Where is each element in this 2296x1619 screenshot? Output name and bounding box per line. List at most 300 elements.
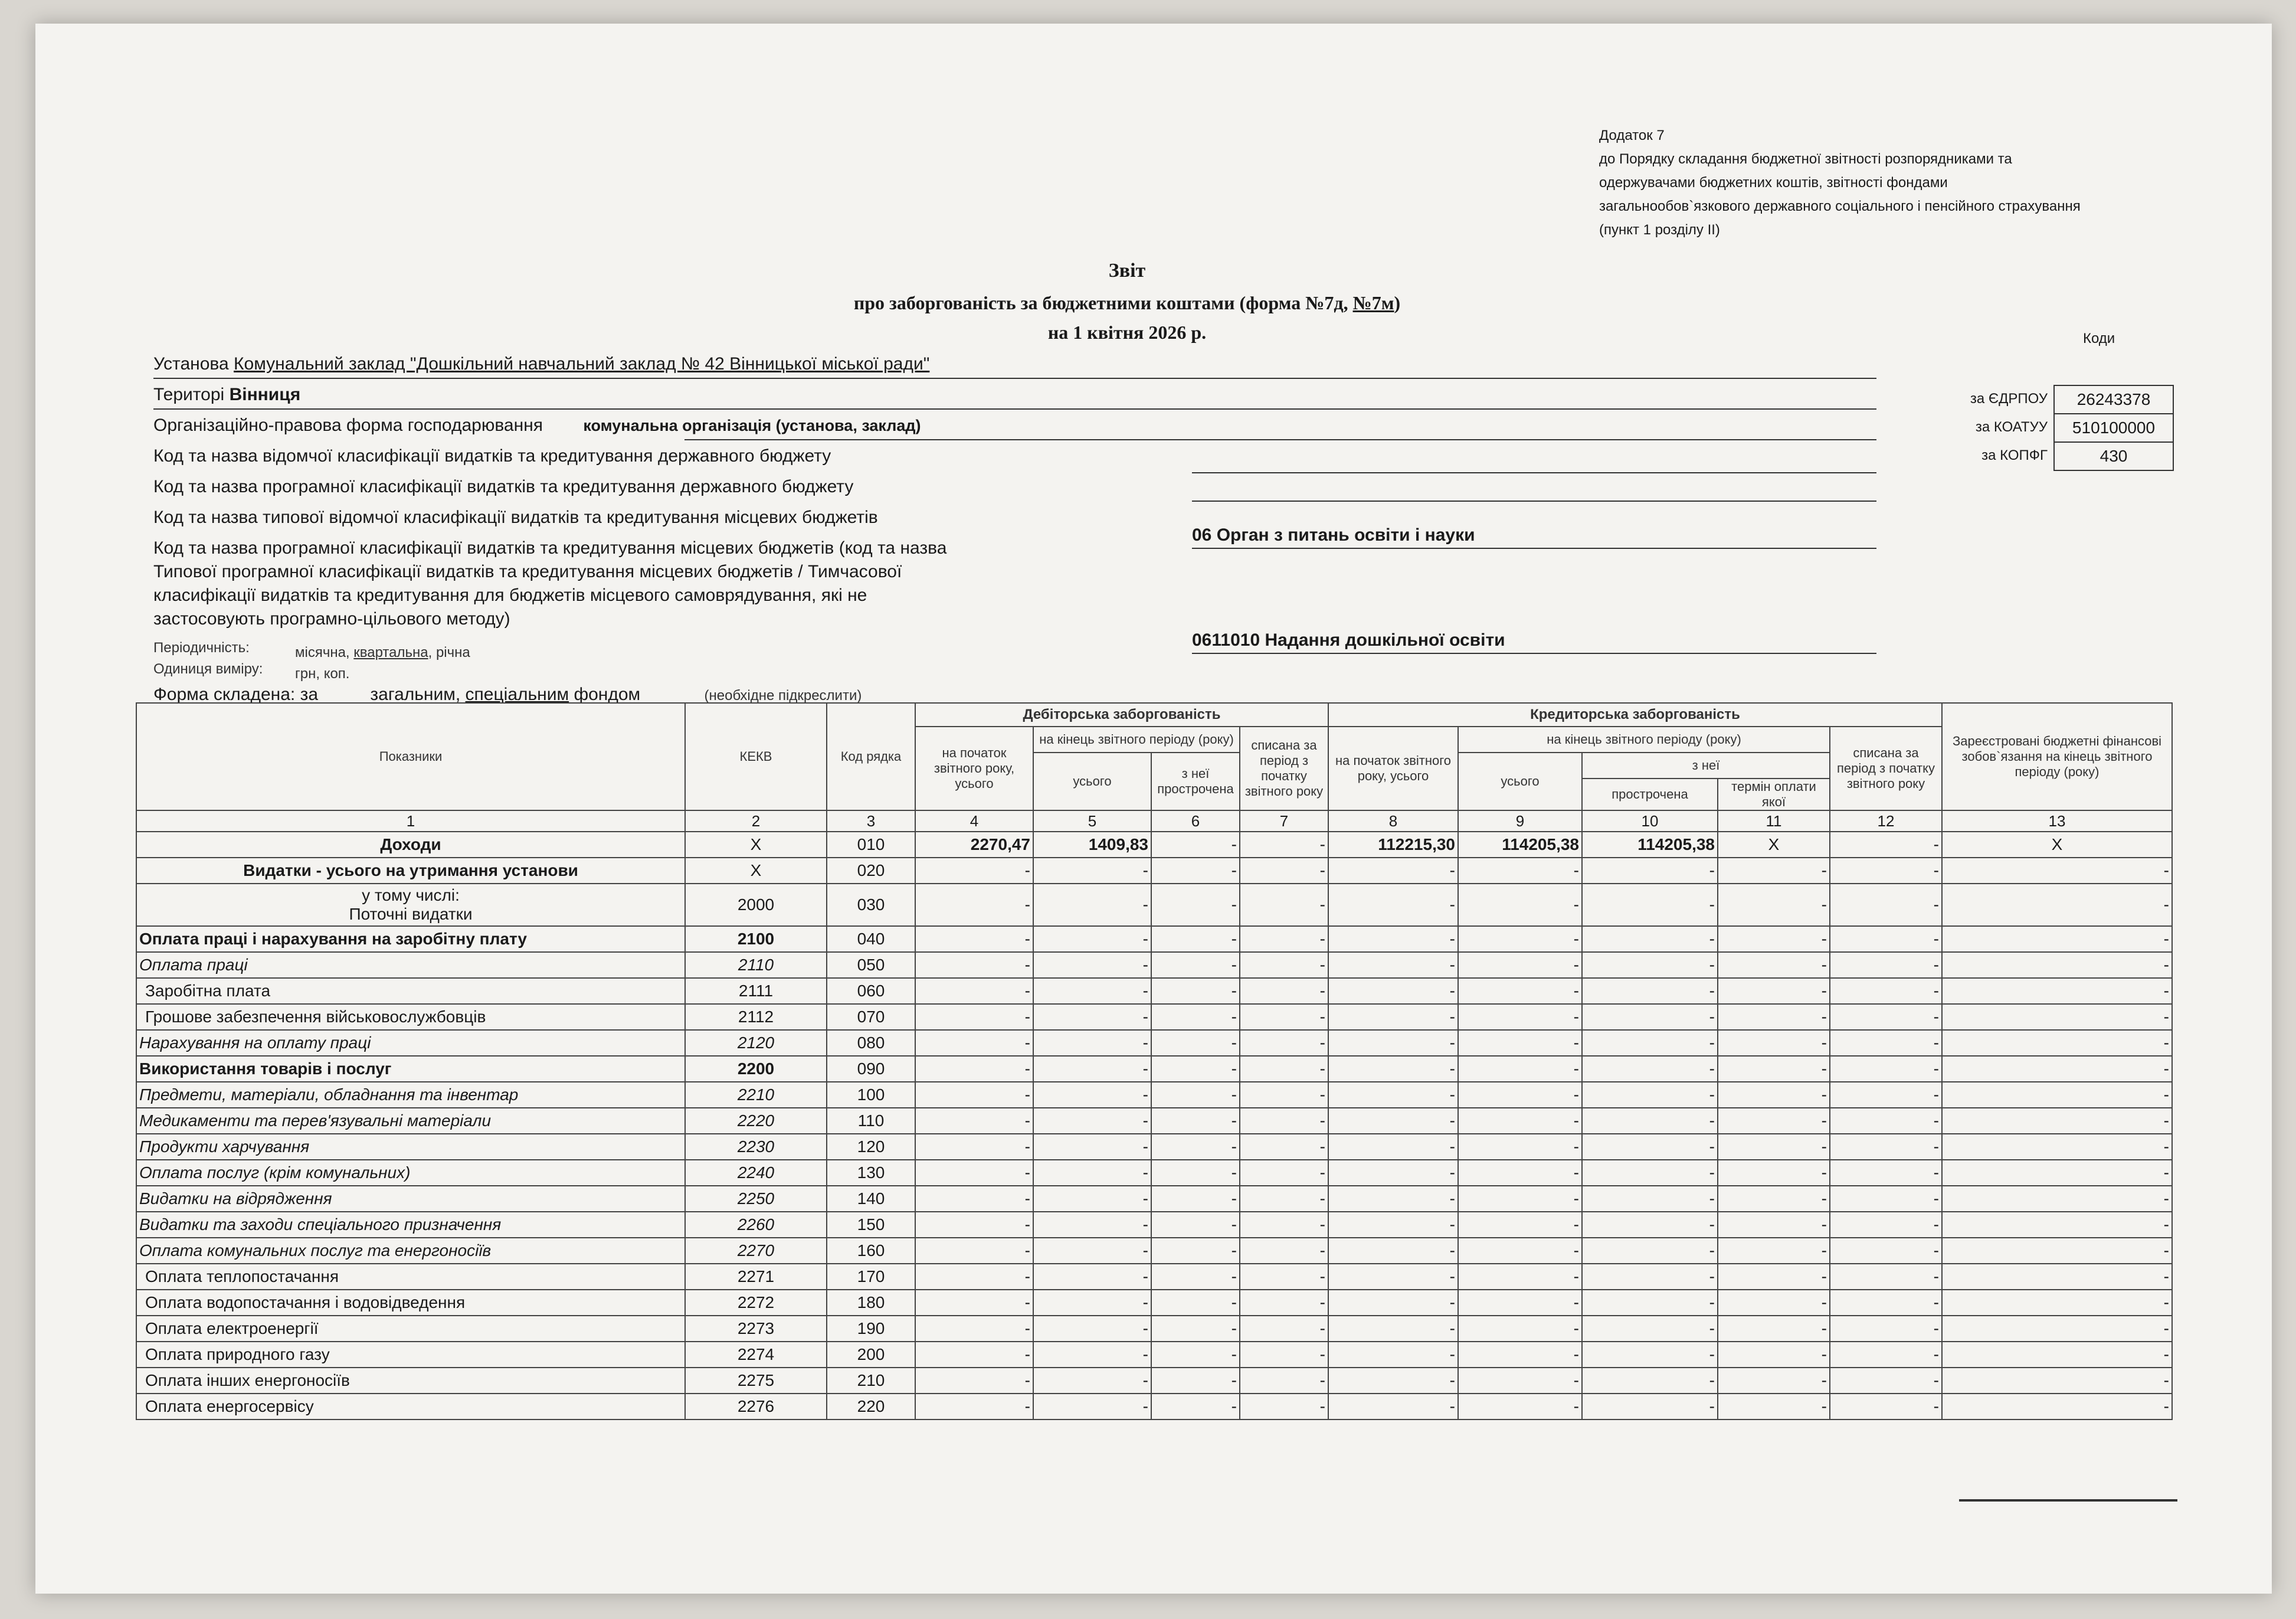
row-code: 150 [827, 1212, 915, 1238]
periodicity-b: квартальна [353, 645, 428, 660]
code-value-edrpou: 26243378 [2053, 385, 2174, 414]
row-value: - [1830, 1160, 1942, 1186]
row-value: - [1328, 1290, 1458, 1316]
hdr-credit-written-off: списана за період з початку звітного року [1830, 727, 1942, 810]
row-value: - [1458, 1082, 1582, 1108]
row-value: - [1151, 884, 1240, 926]
row-value: - [1458, 1212, 1582, 1238]
row-value: - [1718, 1368, 1830, 1394]
row-value: - [1033, 858, 1151, 884]
row-value: - [1328, 1394, 1458, 1420]
line-code-3: Код та назва типової відомчої класифікації видатків та кредитування місцевих бюджетів [153, 508, 878, 527]
row-value: - [1830, 1342, 1942, 1368]
row-value: - [1458, 1030, 1582, 1056]
row-value: - [1718, 1212, 1830, 1238]
appendix-line-1: Додаток 7 [1599, 127, 1665, 143]
row-value: - [915, 1212, 1033, 1238]
row-value: - [1033, 1186, 1151, 1212]
row-value: - [1458, 1316, 1582, 1342]
row-value: - [1033, 1108, 1151, 1134]
row-value: - [1033, 978, 1151, 1004]
row-kekv: 2240 [685, 1160, 827, 1186]
column-number: 1 [136, 810, 685, 832]
table-row [136, 952, 2172, 978]
row-value: - [1718, 1082, 1830, 1108]
row-value: - [1328, 1342, 1458, 1368]
row-value: - [1458, 884, 1582, 926]
table-row [136, 884, 2172, 926]
row-value: - [1942, 952, 2172, 978]
row-value: - [1942, 1212, 2172, 1238]
report-subtitle [714, 292, 1540, 314]
row-value: - [1830, 832, 1942, 858]
form-basis-row [153, 685, 862, 705]
row-code: 070 [827, 1004, 915, 1030]
line-code-4a: Код та назва програмної класифікації видатків та кредитування місцевих бюджетів (код та назва [153, 538, 947, 558]
subtitle-text: про заборгованість за бюджетними коштами [853, 292, 1235, 313]
row-value: Х [1718, 832, 1830, 858]
row-code: 210 [827, 1368, 915, 1394]
ownership-row [153, 416, 921, 436]
row-value: - [1033, 1004, 1151, 1030]
table-row [136, 1394, 2172, 1420]
table-row [136, 1342, 2172, 1368]
row-value: - [1582, 1212, 1718, 1238]
form-b: №7м [1352, 292, 1394, 313]
row-code: 220 [827, 1394, 915, 1420]
row-name: Продукти харчування [136, 1134, 685, 1160]
row-value: - [1151, 1394, 1240, 1420]
row-code: 060 [827, 978, 915, 1004]
row-value: - [1582, 1290, 1718, 1316]
row-value: - [1718, 952, 1830, 978]
row-value: - [1240, 1160, 1328, 1186]
line-code-2: Код та назва програмної класифікації видатків та кредитування державного бюджету [153, 477, 854, 496]
row-value: - [1240, 1134, 1328, 1160]
row-value: - [1328, 1316, 1458, 1342]
row-code: 190 [827, 1316, 915, 1342]
column-number: 3 [827, 810, 915, 832]
row-kekv: 2200 [685, 1056, 827, 1082]
row-code: 020 [827, 858, 915, 884]
row-name: Предмети, матеріали, обладнання та інвентар [136, 1082, 685, 1108]
form-c: фондом [574, 685, 641, 704]
row-value: - [1458, 1004, 1582, 1030]
territory-row [153, 385, 300, 405]
organ-value: 06 Орган з питань освіти і науки [1192, 525, 1475, 545]
line-code-4d: застосовують програмно-цільового методу) [153, 609, 510, 629]
row-code: 140 [827, 1186, 915, 1212]
row-value: - [1830, 884, 1942, 926]
periodicity-c: , річна [428, 645, 470, 660]
column-number: 10 [1582, 810, 1718, 832]
row-value: - [1458, 1368, 1582, 1394]
row-value: - [1830, 1056, 1942, 1082]
row-value: - [1942, 1394, 2172, 1420]
table-row [136, 1290, 2172, 1316]
row-value: - [1033, 1264, 1151, 1290]
column-number: 13 [1942, 810, 2172, 832]
row-value: - [1240, 832, 1328, 858]
row-kekv: 2273 [685, 1316, 827, 1342]
row-value: - [1151, 1238, 1240, 1264]
code-label-kopfg: за КОПФГ [1981, 447, 2048, 463]
rule [1192, 472, 1876, 473]
row-value: - [1942, 1134, 2172, 1160]
row-kekv: 2230 [685, 1134, 827, 1160]
appendix-note [1599, 124, 2189, 242]
row-value: - [1830, 978, 1942, 1004]
hdr-debit-overdue: з неї прострочена [1151, 753, 1240, 810]
row-value: - [1328, 1264, 1458, 1290]
row-value: - [1033, 1238, 1151, 1264]
row-kekv: 2271 [685, 1264, 827, 1290]
row-kekv: 2270 [685, 1238, 827, 1264]
hdr-credit-due: термін оплати якої [1718, 779, 1830, 810]
row-value: - [1718, 1056, 1830, 1082]
rule [1192, 501, 1876, 502]
row-value: - [1033, 1342, 1151, 1368]
row-name: Оплата електроенергії [136, 1316, 685, 1342]
row-value: - [1151, 1290, 1240, 1316]
row-value: - [1458, 1264, 1582, 1290]
row-value: - [1240, 1030, 1328, 1056]
row-code: 200 [827, 1342, 915, 1368]
table-row [136, 1056, 2172, 1082]
row-code: 010 [827, 832, 915, 858]
row-value: - [1240, 1290, 1328, 1316]
row-value: - [1328, 1368, 1458, 1394]
row-value: - [1151, 1186, 1240, 1212]
column-number: 5 [1033, 810, 1151, 832]
row-value: - [1830, 952, 1942, 978]
row-kekv: 2210 [685, 1082, 827, 1108]
row-value: - [1830, 1316, 1942, 1342]
row-value: - [915, 1160, 1033, 1186]
table-row [136, 832, 2172, 858]
row-value: - [1830, 1212, 1942, 1238]
table-row [136, 1212, 2172, 1238]
row-value: - [1033, 1134, 1151, 1160]
column-numbers-row [136, 810, 2172, 832]
row-code: 090 [827, 1056, 915, 1082]
row-value: - [1151, 978, 1240, 1004]
form-end: ) [1394, 292, 1401, 313]
row-code: 130 [827, 1160, 915, 1186]
row-value: - [915, 978, 1033, 1004]
row-value: - [1151, 832, 1240, 858]
row-value: - [1328, 978, 1458, 1004]
row-value: - [1942, 1160, 2172, 1186]
row-code: 030 [827, 884, 915, 926]
debt-table [136, 702, 2173, 1420]
table-row [136, 1134, 2172, 1160]
row-value: - [1942, 1368, 2172, 1394]
row-value: - [1328, 1212, 1458, 1238]
institution-label: Установа [153, 354, 229, 374]
row-value: - [1328, 1056, 1458, 1082]
hdr-registered: Зареєстровані бюджетні фінансові зобов`язання на кінець звітного періоду (року) [1942, 703, 2172, 810]
column-number: 11 [1718, 810, 1830, 832]
row-value: - [915, 884, 1033, 926]
code-label-koatuu: за КОАТУУ [1975, 419, 2048, 435]
row-value: - [1718, 1160, 1830, 1186]
table-row [136, 1264, 2172, 1290]
column-number: 8 [1328, 810, 1458, 832]
row-value: - [1240, 1264, 1328, 1290]
row-value: - [1033, 1212, 1151, 1238]
table-row [136, 1030, 2172, 1056]
table-row [136, 1004, 2172, 1030]
row-value: - [1582, 1056, 1718, 1082]
hdr-indicators: Показники [136, 703, 685, 810]
row-value: - [1033, 926, 1151, 952]
periodicity-value [295, 645, 470, 661]
row-value: - [1033, 1394, 1151, 1420]
row-kekv: 2220 [685, 1108, 827, 1134]
row-value: - [1033, 1316, 1151, 1342]
row-name: Видатки та заходи спеціального призначення [136, 1212, 685, 1238]
row-value: - [915, 1134, 1033, 1160]
hdr-credit-of-which: з неї [1582, 753, 1830, 779]
row-value: - [1033, 884, 1151, 926]
row-kekv: Х [685, 832, 827, 858]
column-number: 12 [1830, 810, 1942, 832]
row-value: - [1582, 1004, 1718, 1030]
row-value: - [915, 1342, 1033, 1368]
hdr-debit-start: на початок звітного року, усього [915, 727, 1033, 810]
row-value: - [915, 1264, 1033, 1290]
row-value: - [915, 926, 1033, 952]
row-value: - [1582, 1316, 1718, 1342]
row-value: - [1458, 1186, 1582, 1212]
row-value: - [1458, 1134, 1582, 1160]
column-number: 4 [915, 810, 1033, 832]
row-value: - [1582, 1108, 1718, 1134]
row-value: - [1458, 858, 1582, 884]
row-value: - [1240, 952, 1328, 978]
table-row [136, 1368, 2172, 1394]
row-value: - [915, 1238, 1033, 1264]
row-value: - [915, 1082, 1033, 1108]
row-name: Оплата праці і нарахування на заробітну плату [136, 926, 685, 952]
report-date: на 1 квітня 2026 р. [1047, 322, 1207, 343]
row-value: - [1151, 1316, 1240, 1342]
row-value: - [1240, 1316, 1328, 1342]
form-b: спеціальним [465, 685, 569, 704]
row-kekv: 2275 [685, 1368, 827, 1394]
institution-value: Комунальний заклад "Дошкільний навчальний заклад № 42 Вінницької міської ради" [234, 354, 930, 374]
form-note: (необхідне підкреслити) [704, 688, 862, 704]
row-value: - [1942, 1342, 2172, 1368]
row-name: Медикаменти та перев'язувальні матеріали [136, 1108, 685, 1134]
territory-label: Територі [153, 385, 225, 404]
row-kekv: 2272 [685, 1290, 827, 1316]
row-value: - [1718, 1316, 1830, 1342]
report-title: Звіт [1108, 260, 1146, 282]
appendix-line-3: одержувачами бюджетних коштів, звітності фондами [1599, 175, 1948, 191]
row-value: - [915, 1290, 1033, 1316]
row-value: - [1151, 1030, 1240, 1056]
row-value: - [1328, 1108, 1458, 1134]
form-a: (форма №7д, [1239, 292, 1348, 313]
row-value: - [1151, 1108, 1240, 1134]
hdr-debit-group: Дебіторська заборгованість [915, 703, 1328, 727]
row-kekv: 2260 [685, 1212, 827, 1238]
row-value: - [915, 1004, 1033, 1030]
column-number: 7 [1240, 810, 1328, 832]
row-name: Доходи [136, 832, 685, 858]
row-value: - [1942, 858, 2172, 884]
row-value: - [1718, 858, 1830, 884]
row-value: - [1582, 1134, 1718, 1160]
table-row [136, 1238, 2172, 1264]
row-name: Видатки - усього на утримання установи [136, 858, 685, 884]
row-value: - [1582, 1160, 1718, 1186]
row-name: Оплата праці [136, 952, 685, 978]
row-code: 080 [827, 1030, 915, 1056]
row-name: у тому числі: Поточні видатки [136, 884, 685, 926]
row-value: - [915, 1030, 1033, 1056]
row-value: - [1582, 1368, 1718, 1394]
row-code: 160 [827, 1238, 915, 1264]
row-value: - [1151, 1160, 1240, 1186]
row-value: - [915, 1186, 1033, 1212]
row-name: Нарахування на оплату праці [136, 1030, 685, 1056]
row-value: - [1830, 1082, 1942, 1108]
appendix-line-4: загальнообов`язкового державного соціального і пенсійного страхування [1599, 198, 2081, 214]
row-name: Оплата водопостачання і водовідведення [136, 1290, 685, 1316]
row-value: - [1458, 1056, 1582, 1082]
row-value: - [1151, 1082, 1240, 1108]
row-value: - [1151, 926, 1240, 952]
row-value: - [1033, 1030, 1151, 1056]
row-name: Видатки на відрядження [136, 1186, 685, 1212]
territory-value: Вінниця [229, 385, 301, 404]
institution-row [153, 354, 929, 374]
row-value: - [1240, 1186, 1328, 1212]
row-value: - [1582, 1082, 1718, 1108]
row-value: - [1151, 1342, 1240, 1368]
row-value: - [1240, 858, 1328, 884]
hdr-credit-group: Кредиторська заборгованість [1328, 703, 1942, 727]
row-value: - [1328, 1238, 1458, 1264]
row-value: - [1718, 884, 1830, 926]
row-value: - [1240, 1394, 1328, 1420]
row-kekv: 2250 [685, 1186, 827, 1212]
row-value: - [1582, 1342, 1718, 1368]
row-value: - [1458, 978, 1582, 1004]
row-value: - [1942, 1082, 2172, 1108]
codes-title: Коди [2083, 331, 2115, 346]
program-value: 0611010 Надання дошкільної освіти [1192, 630, 1505, 650]
row-value: 114205,38 [1582, 832, 1718, 858]
row-value: - [1830, 926, 1942, 952]
row-value: - [1830, 1238, 1942, 1264]
row-kekv: 2000 [685, 884, 827, 926]
table-row [136, 1186, 2172, 1212]
row-value: - [1942, 1186, 2172, 1212]
row-name: Заробітна плата [136, 978, 685, 1004]
hdr-credit-end: на кінець звітного періоду (року) [1458, 727, 1830, 753]
row-value: - [1718, 1290, 1830, 1316]
ownership-value: комунальна організація (установа, заклад) [583, 417, 921, 434]
row-value: - [1718, 926, 1830, 952]
document-sheet [35, 24, 2272, 1594]
hdr-kekv: КЕКВ [685, 703, 827, 810]
row-kekv: 2110 [685, 952, 827, 978]
row-value: - [1240, 1082, 1328, 1108]
row-value: - [1718, 1004, 1830, 1030]
row-value: - [1151, 1264, 1240, 1290]
row-value: - [1582, 1264, 1718, 1290]
row-kekv: 2111 [685, 978, 827, 1004]
row-value: 112215,30 [1328, 832, 1458, 858]
row-value: - [1240, 1368, 1328, 1394]
row-value: - [1942, 1264, 2172, 1290]
row-value: - [1942, 926, 2172, 952]
row-value: - [1830, 1108, 1942, 1134]
row-value: - [915, 1056, 1033, 1082]
table-row [136, 1108, 2172, 1134]
row-value: - [1033, 1368, 1151, 1394]
hdr-debit-written-off: списана за період з початку звітного року [1240, 727, 1328, 810]
row-value: - [1830, 1030, 1942, 1056]
row-value: - [1942, 1290, 2172, 1316]
row-code: 100 [827, 1082, 915, 1108]
row-value: - [915, 1108, 1033, 1134]
code-value-kopfg: 430 [2053, 441, 2174, 471]
code-label-edrpou: за ЄДРПОУ [1970, 391, 2048, 407]
row-value: - [1458, 926, 1582, 952]
table-row [136, 926, 2172, 952]
row-value: - [1151, 1212, 1240, 1238]
row-value: - [1830, 1290, 1942, 1316]
row-value: - [1582, 1186, 1718, 1212]
row-value: - [1328, 884, 1458, 926]
hdr-debit-total: усього [1033, 753, 1151, 810]
row-kekv: 2276 [685, 1394, 827, 1420]
rule [1192, 653, 1876, 654]
row-value: - [1240, 978, 1328, 1004]
row-name: Оплата послуг (крім комунальних) [136, 1160, 685, 1186]
row-value: - [1328, 1134, 1458, 1160]
row-value: - [915, 952, 1033, 978]
row-name: Оплата інших енергоносіїв [136, 1368, 685, 1394]
column-number: 2 [685, 810, 827, 832]
hdr-row-code: Код рядка [827, 703, 915, 810]
table-row [136, 978, 2172, 1004]
row-value: - [1830, 1394, 1942, 1420]
row-value: - [1942, 1056, 2172, 1082]
row-code: 050 [827, 952, 915, 978]
row-value: - [1718, 1264, 1830, 1290]
row-value: - [1830, 858, 1942, 884]
row-value: - [1458, 1342, 1582, 1368]
row-value: - [1942, 1316, 2172, 1342]
row-name: Оплата природного газу [136, 1342, 685, 1368]
hdr-credit-total: усього [1458, 753, 1582, 810]
row-value: - [1240, 1238, 1328, 1264]
row-value: - [1942, 1238, 2172, 1264]
form-label: Форма складена: за [153, 685, 319, 704]
row-value: - [1830, 1264, 1942, 1290]
row-value: - [1240, 884, 1328, 926]
row-kekv: 2120 [685, 1030, 827, 1056]
row-value: - [1458, 1160, 1582, 1186]
row-value: - [1942, 978, 2172, 1004]
row-value: - [1718, 1134, 1830, 1160]
